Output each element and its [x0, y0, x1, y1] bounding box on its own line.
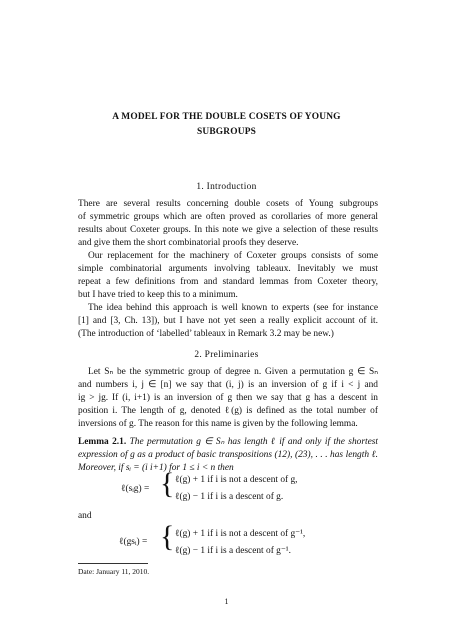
text-line: ig > jg. If (i, i+1) is an inversion of g then we say that g has a descent in: [78, 392, 378, 403]
section-heading-preliminaries: 2. Preliminaries: [194, 350, 259, 360]
paper-title: A MODEL FOR THE DOUBLE COSETS OF YOUNG SUBGROUPS: [112, 112, 341, 137]
equation-2-case-2: ℓ(g) − 1 if i is a descent of g⁻¹.: [175, 546, 291, 556]
section-heading-introduction: 1. Introduction: [196, 182, 257, 192]
text-line: [1] and [3, Ch. 13]), but I have not yet seen a really explicit account of it.: [78, 315, 378, 326]
text-line: inversions of g. The reason for this name is given by the following lemma.: [78, 418, 358, 429]
page-number: 1: [224, 597, 229, 606]
lemma-2-1: [78, 436, 378, 475]
text-line: [78, 436, 378, 449]
text-line: repeat a few definitions from and standard lemmas from Coxeter theory,: [78, 276, 378, 287]
text-line: Let Sₙ be the symmetric group of degree n. Given a permutation g ∈ Sₙ: [88, 367, 378, 377]
intro-paragraph-3: [78, 302, 378, 341]
footnote-date: Date: January 11, 2010.: [78, 567, 150, 576]
equation-2-case-1: ℓ(g) + 1 if i is not a descent of g⁻¹,: [175, 529, 306, 539]
text-line: Our replacement for the machinery of Coxeter groups consists of some: [88, 251, 378, 261]
intro-paragraph-2: [78, 250, 378, 302]
equation-2-lhs: ℓ(gsᵢ) =: [119, 537, 148, 547]
text-line: expression of g as a product of basic transpositions (12), (23), . . . has length ℓ.: [78, 449, 378, 460]
equation-1-case-2: ℓ(g) − 1 if i is a descent of g.: [175, 492, 284, 502]
text-line: of symmetric groups which are often proved as corollaries of more general: [78, 211, 378, 222]
preliminaries-paragraph: [78, 366, 378, 431]
text-line: position i. The length of g, denoted ℓ(g) is defined as the total number of: [78, 405, 378, 416]
intro-paragraph-1: [78, 198, 378, 250]
text-line: and numbers i, j ∈ [n] we say that (i, j) is an inversion of g if i < j and: [78, 379, 378, 390]
left-brace: {: [160, 520, 175, 553]
and-word: and: [78, 511, 92, 521]
lemma-label: Lemma 2.1.: [78, 437, 127, 447]
text-line: Moreover, if sᵢ = (i i+1) for 1 ≤ i < n then: [78, 462, 234, 473]
text-line: simple combinatorial arguments involving tableaux. Inevitably we must: [78, 263, 378, 274]
text-line: The idea behind this approach is well known to experts (see for instance: [88, 303, 378, 313]
text-line: but I have tried to keep this to a minimum.: [78, 289, 238, 300]
text-line: (The introduction of ‘labelled’ tableaux in Remark 3.2 may be new.): [78, 328, 334, 339]
lemma-statement: The permutation g ∈ Sₙ has length ℓ if and only if the shortest: [129, 437, 378, 447]
text-line: results about Coxeter groups. In this note we give a selection of these results: [78, 224, 378, 235]
footnote-rule: [78, 563, 148, 564]
text-line: There are several results concerning double cosets of Young subgroups: [78, 199, 378, 209]
left-brace: {: [160, 467, 175, 500]
equation-1-case-1: ℓ(g) + 1 if i is not a descent of g,: [175, 475, 298, 485]
equation-1-lhs: ℓ(sᵢg) =: [121, 484, 150, 494]
text-line: and give them the short combinatorial proofs they deserve.: [78, 237, 299, 248]
